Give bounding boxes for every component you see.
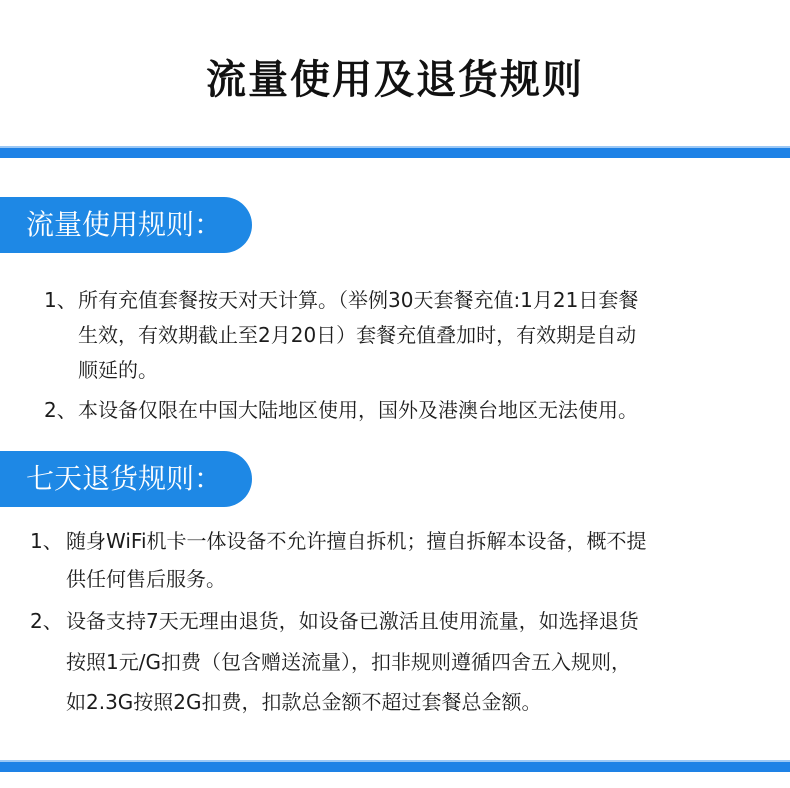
list-item-text-line: 供任何售后服务。 xyxy=(66,567,226,591)
page-title: 流量使用及退货规则 xyxy=(206,57,584,103)
section-heading-return-rules: 七天退货规则： xyxy=(0,451,252,507)
section-heading-traffic-rules: 流量使用规则： xyxy=(0,197,252,253)
list-item-number: 1、 xyxy=(44,288,77,312)
list-item-text-line: 顺延的。 xyxy=(78,358,158,382)
list-item-text-line: 本设备仅限在中国大陆地区使用，国外及港澳台地区无法使用。 xyxy=(78,398,638,422)
bottom-divider-bar xyxy=(0,760,790,772)
list-item-number: 2、 xyxy=(30,609,63,633)
list-item-text-line: 随身WiFi机卡一体设备不允许擅自拆机；擅自拆解本设备，概不提 xyxy=(66,529,647,553)
list-item-text-line: 设备支持7天无理由退货，如设备已激活且使用流量，如选择退货 xyxy=(66,609,639,633)
list-item-text-line: 所有充值套餐按天对天计算。（举例30天套餐充值:1月21日套餐 xyxy=(78,288,639,312)
list-item-number: 2、 xyxy=(44,398,77,422)
list-item-number: 1、 xyxy=(30,529,63,553)
list-item-text-line: 如2.3G按照2G扣费，扣款总金额不超过套餐总金额。 xyxy=(66,690,542,714)
list-item-text-line: 生效，有效期截止至2月20日）套餐充值叠加时，有效期是自动 xyxy=(78,323,637,347)
top-divider-bar xyxy=(0,146,790,158)
list-item-text-line: 按照1元/G扣费（包含赠送流量），扣非规则遵循四舍五入规则， xyxy=(66,650,631,674)
